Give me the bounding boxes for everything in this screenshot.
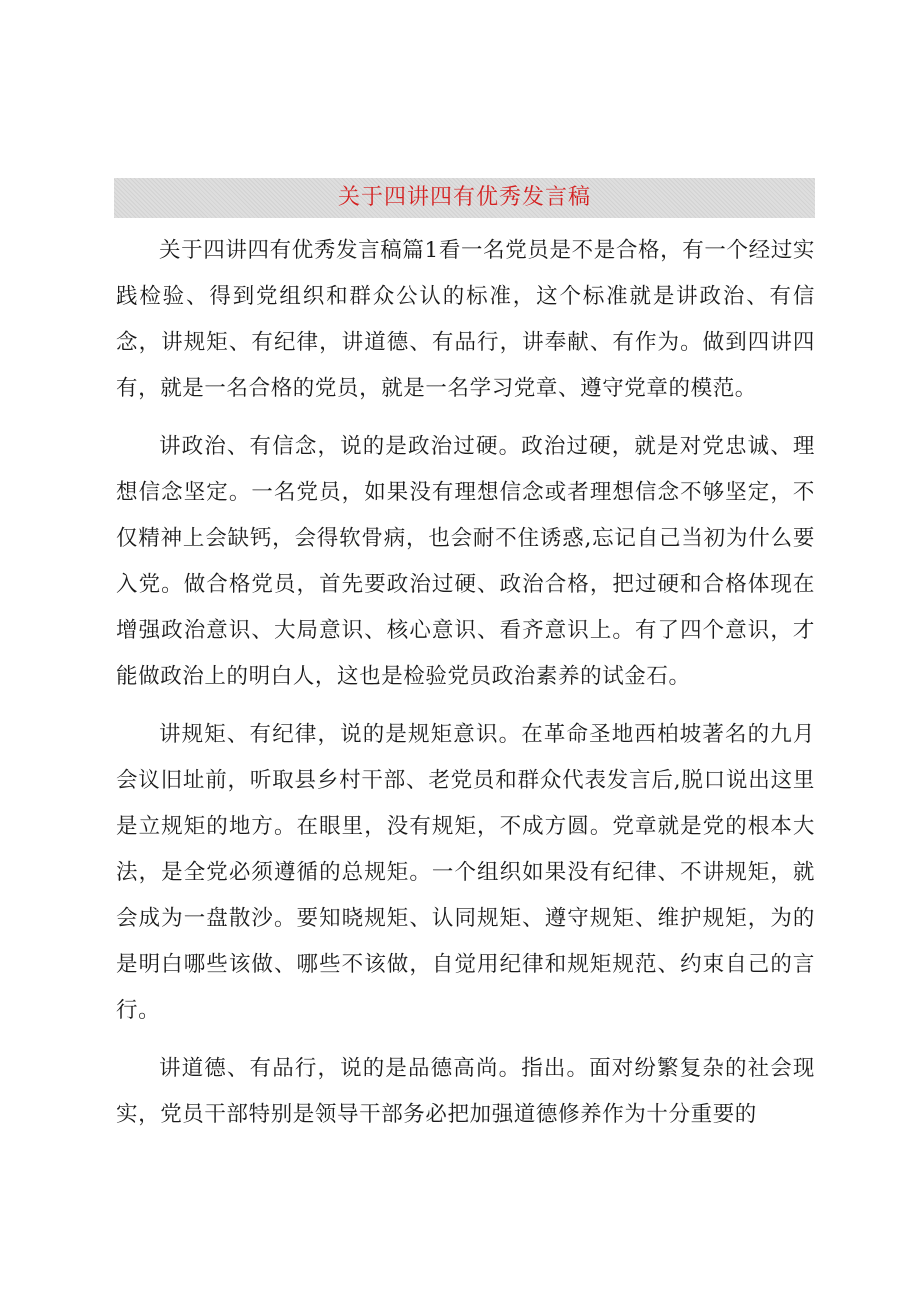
paragraph-2: 讲政治、有信念，说的是政治过硬。政治过硬，就是对党忠诚、理想信念坚定。一名党员，如果没有理想信念或者理想信念不够坚定，不仅精神上会缺钙，会得软骨病，也会耐不住诱惑,忘记自己当初为什么要入党。做合格党员，首先要政治过硬、政治合格，把过硬和合格体现在增强政治意识、大局意识、核心意识、看齐意识上。有了四个意识，才能做政治上的明白人，这也是检验党员政治素养的试金石。 — [116, 434, 815, 689]
document-body — [116, 228, 815, 1150]
paragraph-4: 讲道德、有品行，说的是品德高尚。指出。面对纷繁复杂的社会现实，党员干部特别是领导干部务必把加强道德修养作为十分重要的 — [116, 1056, 815, 1127]
title-banner — [114, 178, 815, 218]
paragraph-1: 关于四讲四有优秀发言稿篇1看一名党员是不是合格，有一个经过实践检验、得到党组织和群众公认的标准，这个标准就是讲政治、有信念，讲规矩、有纪律，讲道德、有品行，讲奉献、有作为。做到四讲四有，就是一名合格的党员，就是一名学习党章、遵守党章的模范。 — [116, 238, 815, 401]
document-title: 关于四讲四有优秀发言稿 — [337, 185, 591, 210]
paragraph-3: 讲规矩、有纪律，说的是规矩意识。在革命圣地西柏坡著名的九月会议旧址前，听取县乡村干部、老党员和群众代表发言后,脱口说出这里是立规矩的地方。在眼里，没有规矩，不成方圆。党章就是党的根本大法，是全党必须遵循的总规矩。一个组织如果没有纪律、不讲规矩，就会成为一盘散沙。要知晓规矩、认同规矩、遵守规矩、维护规矩，为的是明白哪些该做、哪些不该做，自觉用纪律和规矩规范、约束自己的言行。 — [116, 722, 815, 1023]
